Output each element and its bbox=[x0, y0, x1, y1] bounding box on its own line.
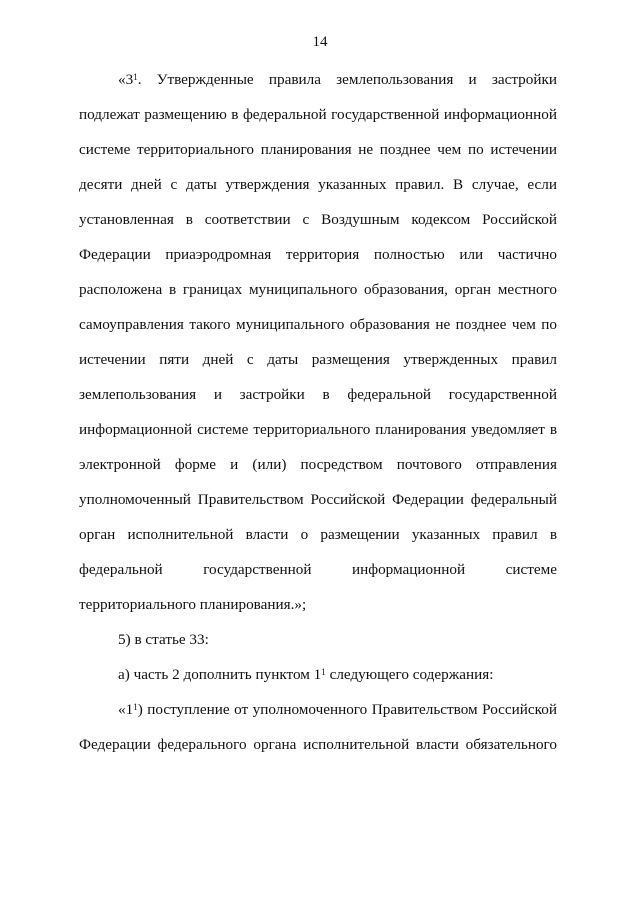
text-line-14: орган исполнительной власти о размещении указанных правил в bbox=[79, 526, 557, 543]
text-line-9: истечении пяти дней с даты размещения утвержденных правил bbox=[79, 351, 557, 368]
quote-line-2: Федерации федерального органа исполнительной власти обязательного bbox=[79, 736, 557, 753]
text-fragment: ) поступление от уполномоченного Правительством Российской bbox=[137, 701, 557, 718]
text-line-3: системе территориального планирования не позднее чем по истечении bbox=[79, 141, 557, 158]
text-line-12: электронной форме и (или) посредством почтового отправления bbox=[79, 456, 557, 473]
page-number: 14 bbox=[312, 34, 328, 50]
item-5: 5) в статье 33: bbox=[118, 631, 209, 648]
text-line-10: землепользования и застройки в федеральной государственной bbox=[79, 386, 557, 403]
superscript: 1 bbox=[133, 702, 138, 712]
text-line-6: Федерации приаэродромная территория полностью или частично bbox=[79, 246, 557, 263]
text-line-5: установленная в соответствии с Воздушным кодексом Российской bbox=[79, 211, 557, 228]
superscript: 1 bbox=[321, 667, 326, 677]
text-line-11: информационной системе территориального планирования уведомляет в bbox=[79, 421, 557, 438]
text-line-16: территориального планирования.»; bbox=[79, 596, 307, 613]
text-fragment: «1 bbox=[118, 701, 134, 718]
text-line-7: расположена в границах муниципального образования, орган местного bbox=[79, 281, 557, 298]
superscript: 1 bbox=[133, 72, 138, 82]
text-line-4: десяти дней с даты утверждения указанных правил. В случае, если bbox=[79, 176, 557, 193]
text-fragment: а) часть 2 дополнить пунктом 1 bbox=[118, 666, 322, 683]
quote-line-1 bbox=[118, 701, 557, 719]
text-line-2: подлежат размещению в федеральной государственной информационной bbox=[79, 106, 557, 123]
text-fragment: следующего содержания: bbox=[325, 666, 494, 683]
text-fragment: . Утвержденные правила землепользования и застройки bbox=[137, 71, 557, 88]
item-a bbox=[118, 666, 557, 684]
text-line-13: уполномоченный Правительством Российской Федерации федеральный bbox=[79, 491, 557, 508]
text-line-1 bbox=[118, 71, 557, 89]
text-line-15: федеральной государственной информационной системе bbox=[79, 561, 557, 578]
text-line-8: самоуправления такого муниципального образования не позднее чем по bbox=[79, 316, 557, 333]
text-fragment: «3 bbox=[118, 71, 134, 88]
